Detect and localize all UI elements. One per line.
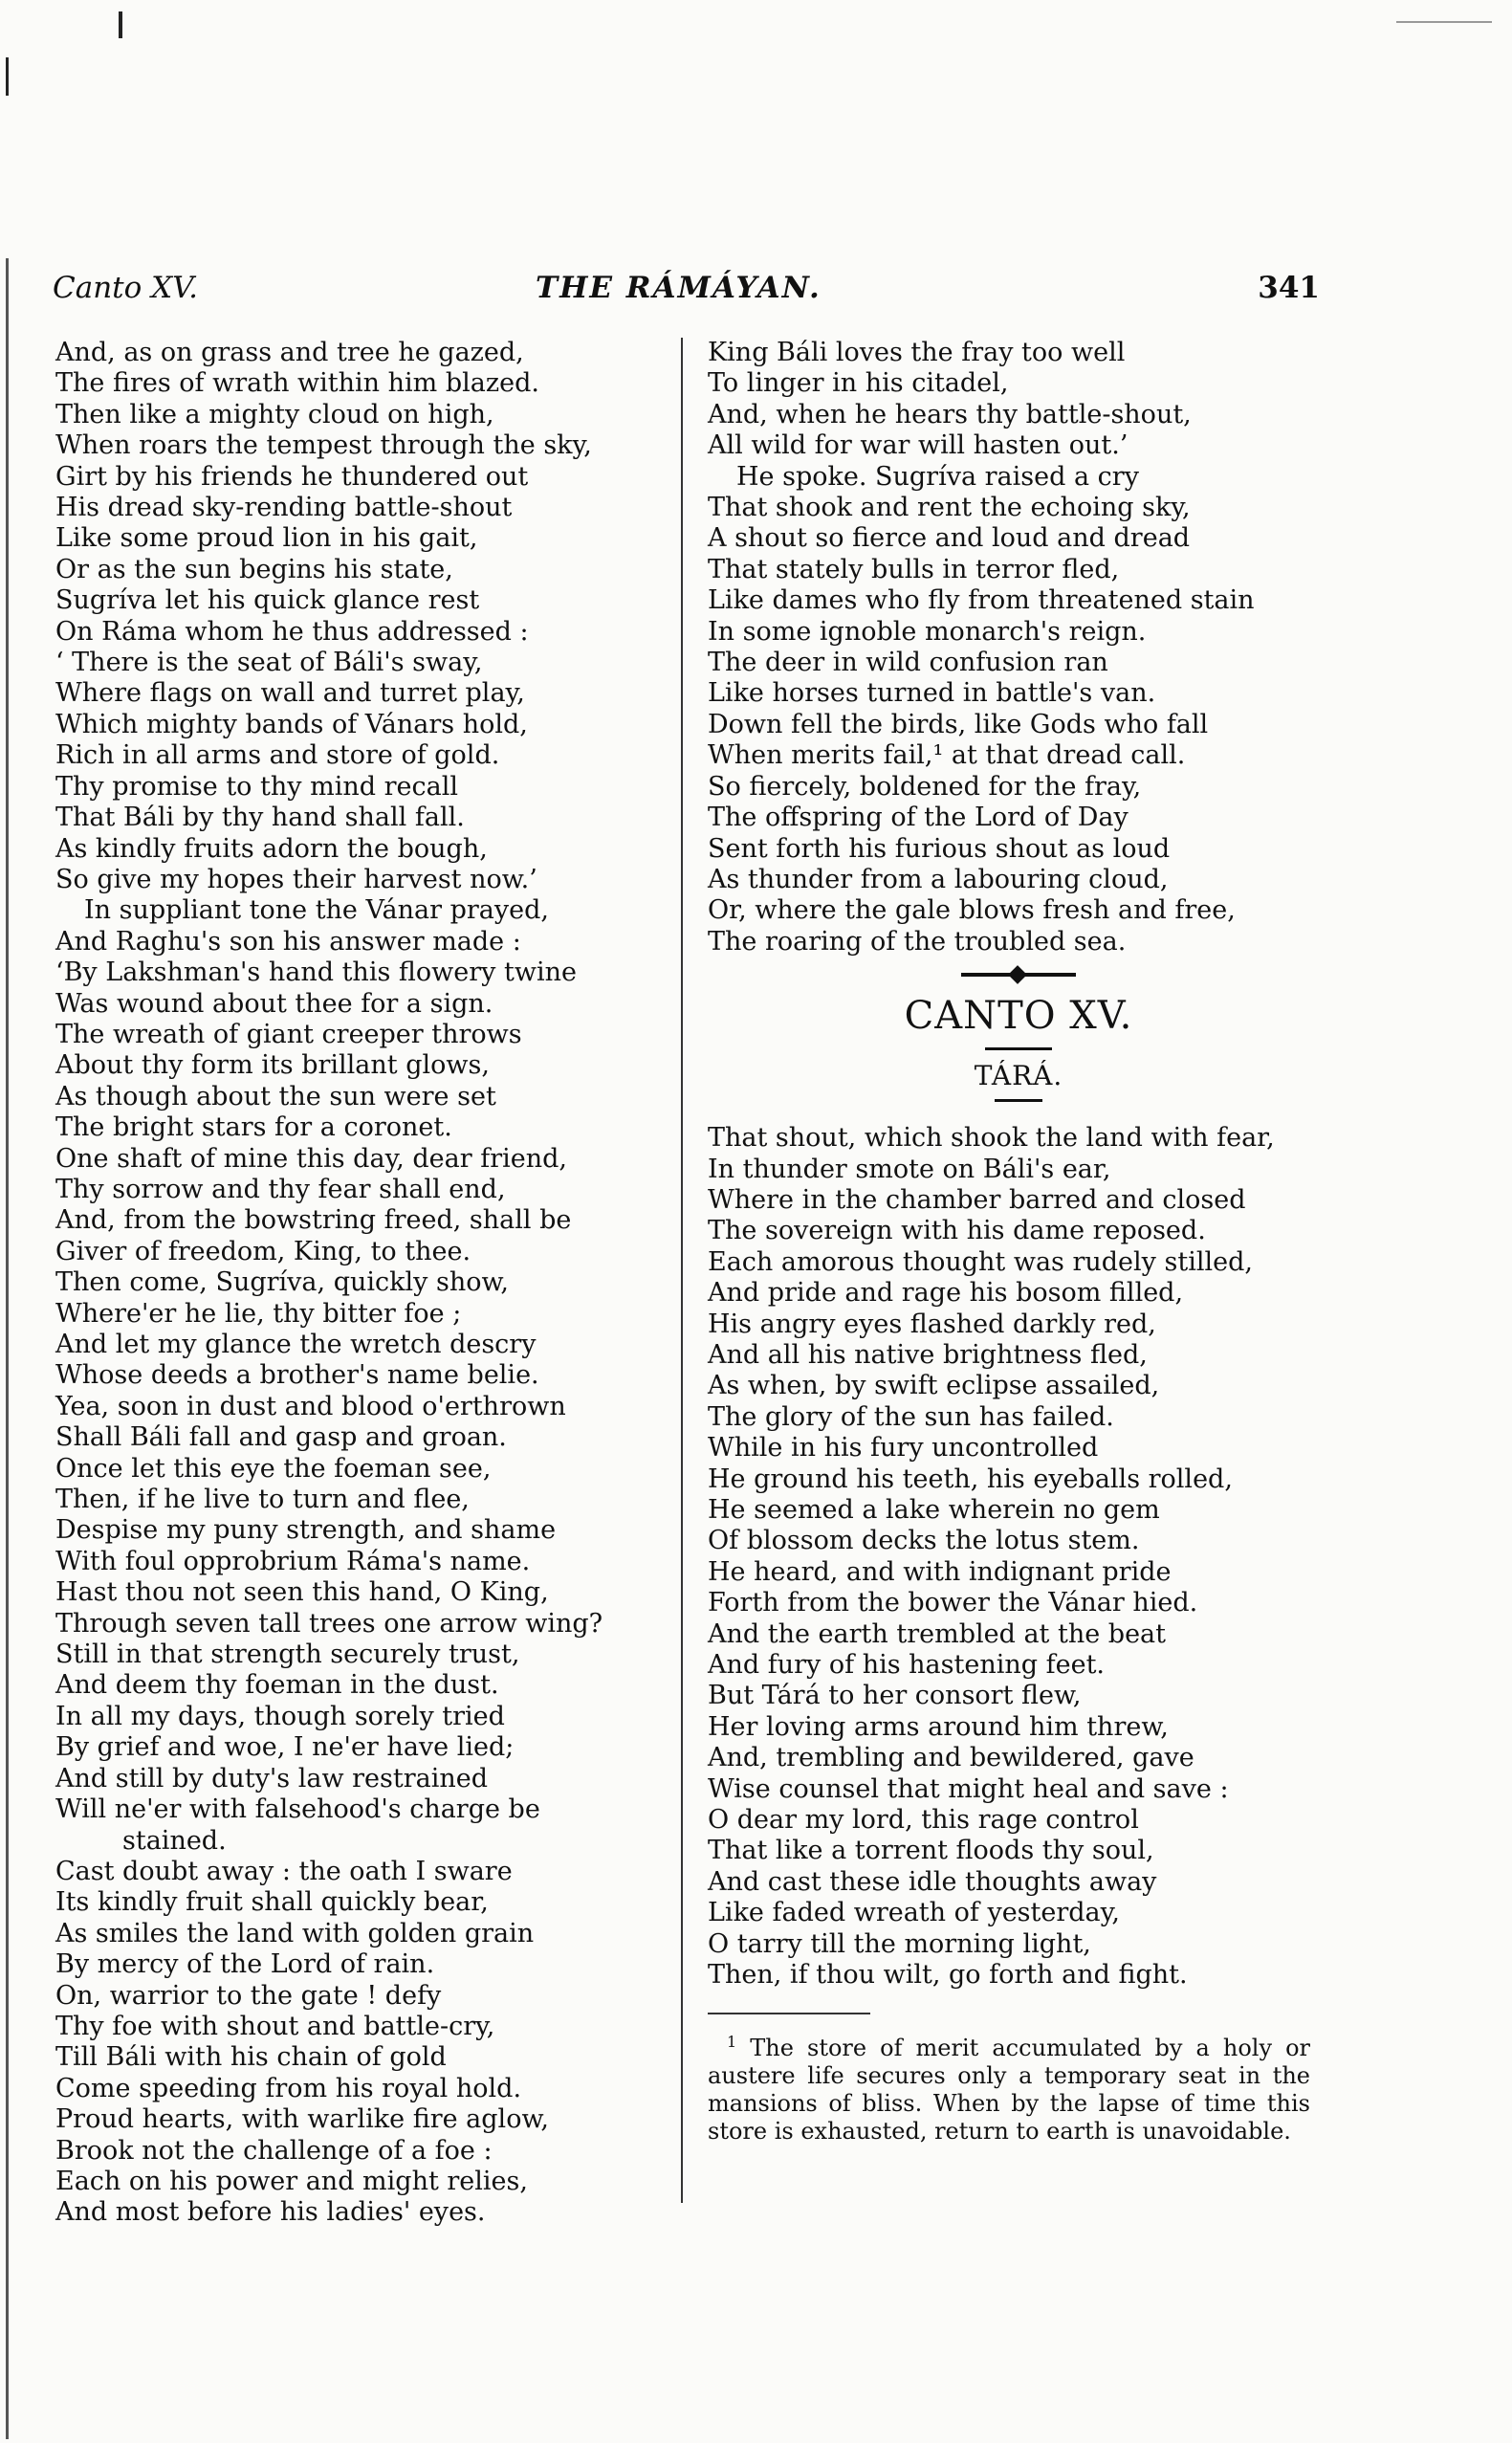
verse-line: That shook and rent the echoing sky, [708,493,1191,523]
verse-line: To linger in his citadel, [708,368,1009,399]
scan-mark-left-lower [6,258,9,2439]
verse-line: In all my days, though sorely tried [55,1701,505,1731]
verse-line: Her loving arms around him threw, [708,1711,1169,1742]
verse-line: Rich in all arms and store of gold. [55,740,500,771]
right-column [708,338,1329,2146]
verse-line: Despise my puny strength, and shame [55,1515,557,1546]
verse-line: With foul opprobrium Ráma's name. [55,1546,531,1576]
verse-line: Once let this eye the foeman see, [55,1453,492,1484]
verse-line: Come speeding from his royal hold. [55,2073,522,2103]
running-canto: Canto XV. [53,271,199,305]
canto-subtitle: TÁRÁ. [974,1060,1063,1092]
verse-line: Then, if thou wilt, go forth and fight. [708,1960,1188,1991]
section-ornament [961,973,1076,977]
verse-line: In suppliant tone the Vánar prayed, [84,895,549,926]
heading-rule [985,1047,1052,1050]
verse-line: As thunder from a labouring cloud, [708,864,1169,894]
verse-line: Or, where the gale blows fresh and free, [708,895,1236,926]
verse-line: And pride and rage his bosom filled, [708,1278,1184,1309]
verse-line: When merits fail,¹ at that dread call. [708,740,1186,771]
verse-line: Then like a mighty cloud on high, [55,399,494,429]
verse-line: Till Báli with his chain of gold [55,2042,447,2073]
verse-line: And deem thy foeman in the dust. [55,1670,499,1701]
verse-line: Like dames who fly from threatened stain [708,585,1255,616]
footnote [708,2028,1310,2146]
verse-line: But Tárá to her consort flew, [708,1681,1082,1711]
verse-line: King Báli loves the fray too well [708,338,1126,367]
verse-line: O dear my lord, this rage control [708,1805,1139,1836]
scan-mark-left [6,57,9,96]
verse-line: The sovereign with his dame reposed. [708,1216,1206,1246]
verse-line: The deer in wild confusion ran [708,648,1108,678]
verse-line: And Raghu's son his answer made : [55,926,521,957]
right-column-verse [708,338,1329,957]
verse-line: Its kindly fruit shall quickly bear, [55,1887,489,1918]
verse-line: He seemed a lake wherein no gem [708,1495,1160,1525]
verse-line: As kindly fruits adorn the bough, [55,833,488,864]
verse-line: As though about the sun were set [55,1081,496,1111]
verse-line: Thy promise to thy mind recall [55,771,458,802]
verse-line: Will ne'er with falsehood's charge be [55,1794,540,1825]
left-column [55,338,687,2229]
verse-line: All wild for war will hasten out.’ [708,430,1129,461]
verse-line: Still in that strength securely trust, [55,1640,520,1670]
verse-line: And cast these idle thoughts away [708,1866,1157,1897]
verse-line: Then, if he live to turn and flee, [55,1485,470,1515]
subtitle-rule [995,1099,1042,1102]
canto-verse [708,1123,1329,1991]
verse-line: A shout so fierce and loud and dread [708,523,1191,554]
verse-line: Hast thou not seen this hand, O King, [55,1577,549,1608]
verse-line: That like a torrent floods thy soul, [708,1836,1154,1866]
verse-line: Giver of freedom, King, to thee. [55,1236,471,1266]
verse-line: And let my glance the wretch descry [55,1330,537,1359]
verse-line: That shout, which shook the land with fear, [708,1123,1275,1154]
verse-line: And fury of his hastening feet. [708,1650,1106,1681]
verse-line: Proud hearts, with warlike fire aglow, [55,2104,549,2135]
verse-line: In thunder smote on Báli's ear, [708,1154,1111,1184]
verse-line: Each on his power and might relies, [55,2166,528,2196]
verse-line: Where'er he lie, thy bitter foe ; [55,1298,462,1329]
verse-line: The roaring of the troubled sea. [708,926,1127,957]
verse-line: Of blossom decks the lotus stem. [708,1526,1140,1556]
verse-line: Down fell the birds, like Gods who fall [708,709,1209,739]
verse-line: Brook not the challenge of a foe : [55,2135,493,2166]
footnote-marker: 1 [727,2032,737,2051]
verse-line: So fiercely, boldened for the fray, [708,771,1142,802]
verse-line: Then come, Sugríva, quickly show, [55,1267,509,1298]
verse-line: Forth from the bower the Vánar hied. [708,1588,1198,1618]
verse-line: In some ignoble monarch's reign. [708,616,1147,647]
page-header [53,271,1320,309]
verse-line: Which mighty bands of Vánars hold, [55,709,528,739]
verse-line: Like horses turned in battle's van. [708,678,1156,709]
verse-line: The glory of the sun has failed. [708,1401,1114,1432]
footnote-text: The store of merit accumulated by a holy or austere life secures only a temporary seat in the mansions of bliss. When by the lapse of time this store is exhausted, return to earth is unavoidable. [708,2034,1310,2145]
verse-line: And all his native brightness fled, [708,1339,1148,1370]
verse-line: The fires of wrath within him blazed. [55,368,539,399]
verse-line: Where in the chamber barred and closed [708,1184,1246,1215]
verse-line: And, as on grass and tree he gazed, [55,338,524,367]
verse-line: Girt by his friends he thundered out [55,461,529,492]
verse-line: Or as the sun begins his state, [55,554,453,584]
running-title: THE RÁMÁYAN. [536,271,822,305]
verse-line: On, warrior to the gate ! defy [55,1980,442,2011]
verse-line: Through seven tall trees one arrow wing? [55,1608,603,1639]
verse-line: And the earth trembled at the beat [708,1618,1166,1649]
verse-line: Wise counsel that might heal and save : [708,1773,1229,1804]
verse-line: So give my hopes their harvest now.’ [55,864,537,894]
verse-line: ‘ There is the seat of Báli's sway, [55,648,483,678]
verse-line: Whose deeds a brother's name belie. [55,1360,539,1391]
verse-line: O tarry till the morning light, [708,1928,1091,1959]
verse-line: Yea, soon in dust and blood o'erthrown [55,1391,566,1421]
verse-line: About thy form its brillant glows, [55,1050,490,1081]
verse-line: That stately bulls in terror fled, [708,554,1120,584]
verse-line: While in his fury uncontrolled [708,1433,1099,1464]
verse-line: Each amorous thought was rudely stilled, [708,1246,1253,1277]
verse-line: When roars the tempest through the sky, [55,430,592,461]
verse-line: By grief and woe, I ne'er have lied; [55,1732,515,1763]
verse-line: Was wound about thee for a sign. [55,988,493,1019]
verse-line: As when, by swift eclipse assailed, [708,1371,1160,1401]
verse-line: Cast doubt away : the oath I sware [55,1856,513,1886]
scan-mark-corner [1396,21,1492,23]
verse-line: The wreath of giant creeper throws [55,1019,522,1049]
verse-line: The bright stars for a coronet. [55,1112,452,1143]
verse-line: And, trembling and bewildered, gave [708,1743,1194,1773]
verse-line: Sugríva let his quick glance rest [55,585,480,616]
verse-line: Where flags on wall and turret play, [55,678,525,709]
verse-line: stained. [122,1825,227,1856]
verse-line: On Ráma whom he thus addressed : [55,616,529,647]
verse-line: And, when he hears thy battle-shout, [708,399,1192,429]
verse-line: Like faded wreath of yesterday, [708,1898,1120,1928]
verse-line: One shaft of mine this day, dear friend, [55,1143,568,1174]
verse-line: As smiles the land with golden grain [55,1918,535,1948]
page-number: 341 [1258,271,1320,305]
verse-line: His angry eyes flashed darkly red, [708,1309,1156,1339]
verse-line: Like some proud lion in his gait, [55,523,478,554]
verse-line: And most before his ladies' eyes. [55,2197,486,2228]
verse-line: He spoke. Sugríva raised a cry [736,461,1139,492]
verse-line: That Báli by thy hand shall fall. [55,803,465,833]
scan-mark-top [119,11,122,38]
verse-line: Shall Báli fall and gasp and groan. [55,1422,507,1453]
verse-line: The offspring of the Lord of Day [708,803,1129,833]
verse-line: By mercy of the Lord of rain. [55,1949,435,1980]
verse-line: And, from the bowstring freed, shall be [55,1205,572,1236]
verse-line: He ground his teeth, his eyeballs rolled, [708,1464,1233,1494]
canto-heading: CANTO XV. [904,994,1133,1039]
verse-line: ‘By Lakshman's hand this flowery twine [55,957,577,988]
footnote-rule [708,2013,870,2014]
verse-line: And still by duty's law restrained [55,1763,489,1794]
verse-line: His dread sky-rending battle-shout [55,493,513,523]
verse-line: He heard, and with indignant pride [708,1556,1172,1587]
verse-line: Thy foe with shout and battle-cry, [55,2011,495,2041]
verse-line: Thy sorrow and thy fear shall end, [55,1174,506,1204]
verse-line: Sent forth his furious shout as loud [708,833,1171,864]
